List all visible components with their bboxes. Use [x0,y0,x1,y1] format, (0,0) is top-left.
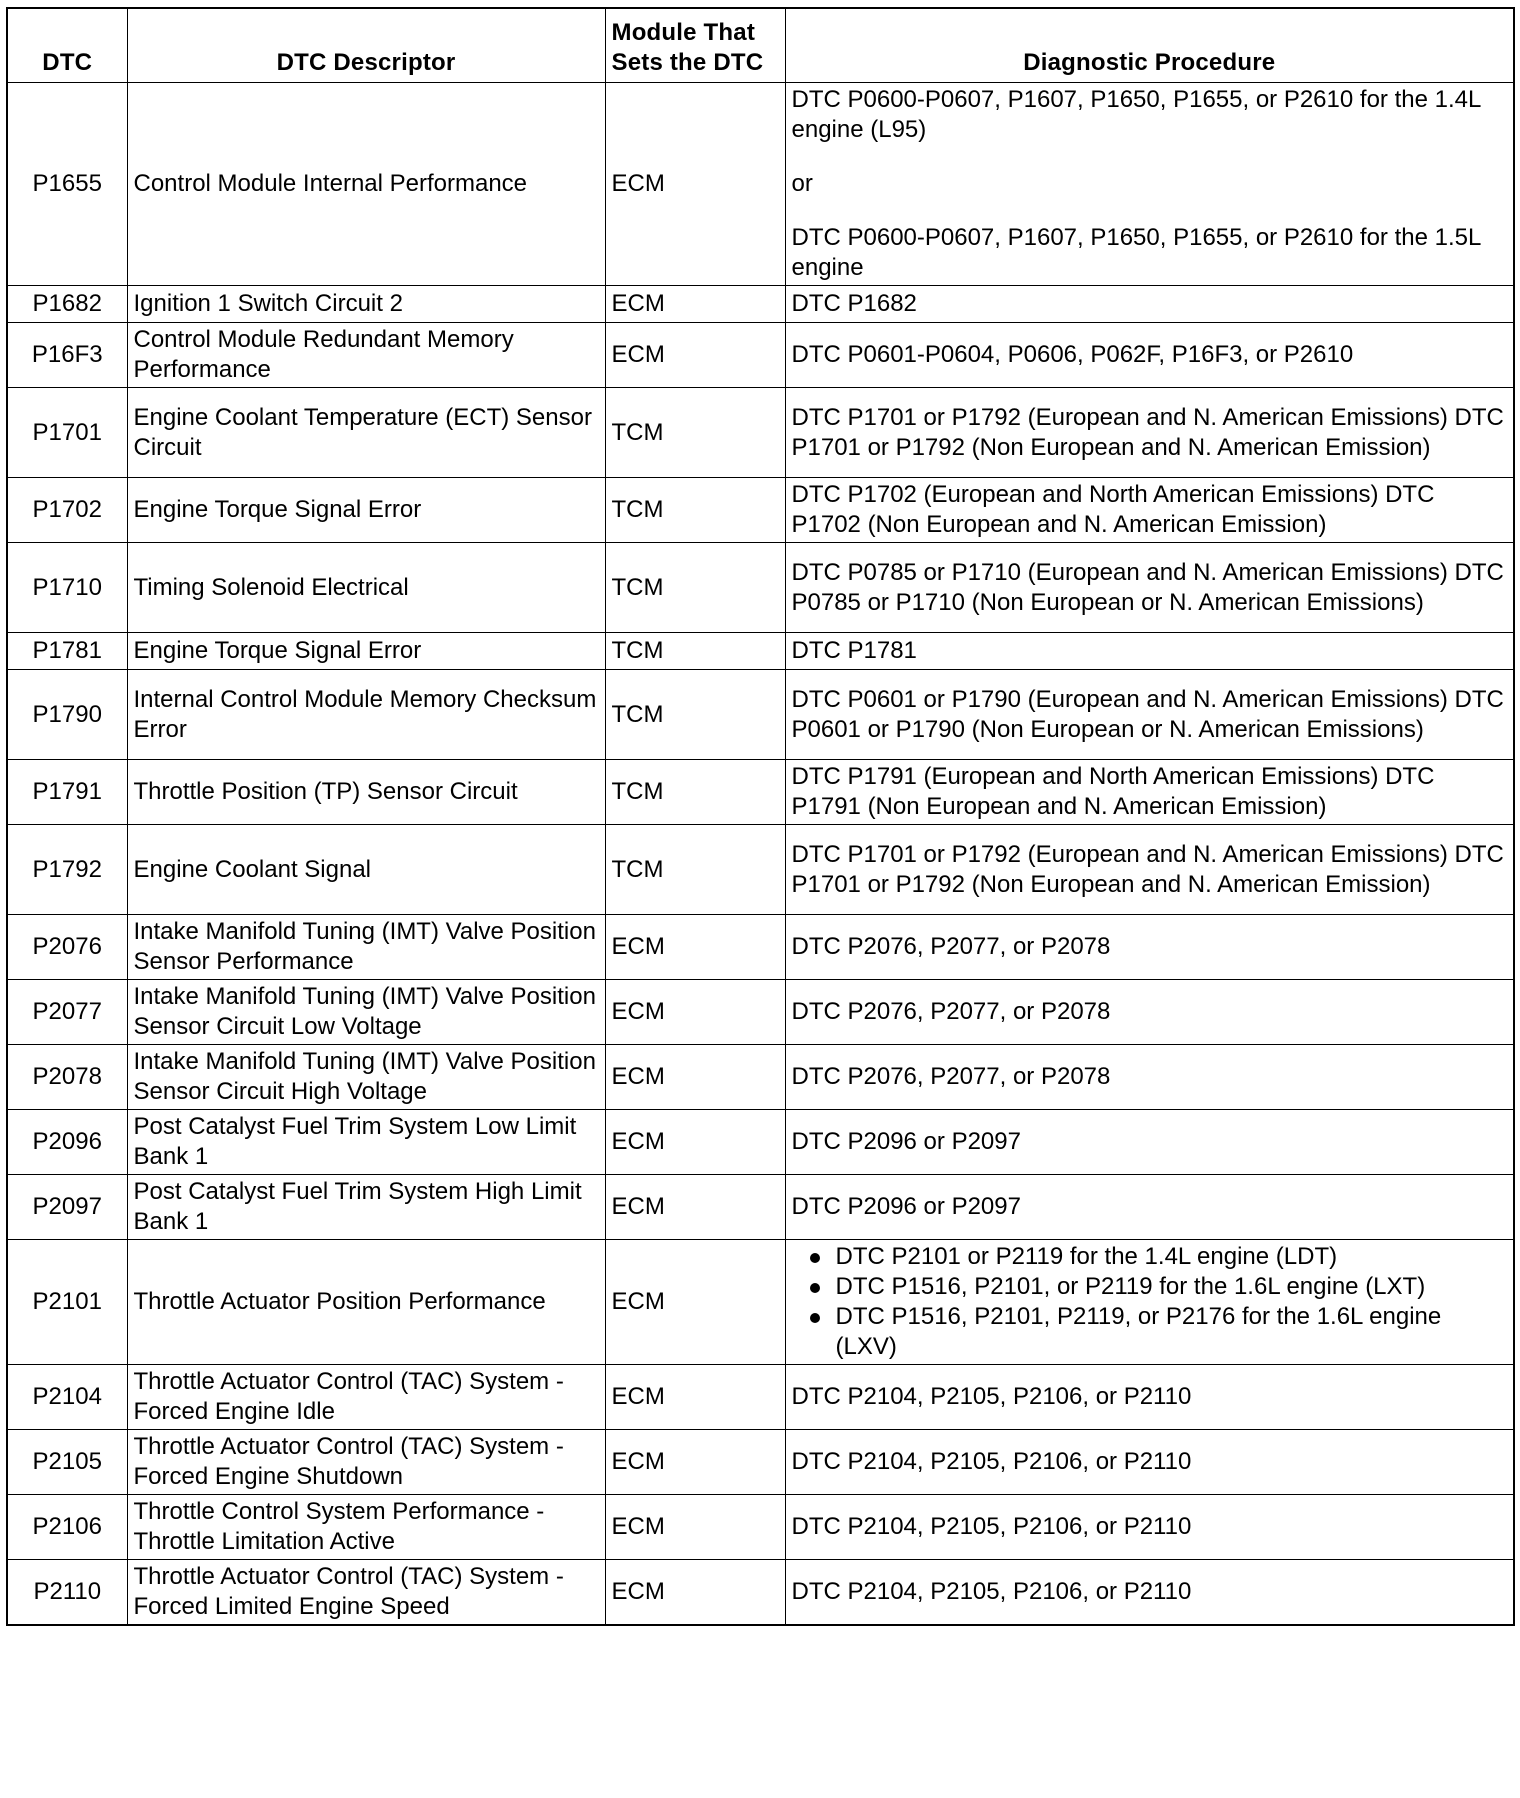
dtc-code-cell: P2097 [7,1175,127,1240]
dtc-code-cell: P16F3 [7,323,127,388]
procedure-line: DTC P0600-P0607, P1607, P1650, P1655, or P2610 for the 1.5L engine [791,224,1481,281]
header-module [605,8,785,83]
header-row [7,8,1514,83]
module-cell: TCM [605,760,785,825]
procedure-cell: DTC P2104, P2105, P2106, or P2110 [785,1430,1514,1495]
table-row [7,286,1514,323]
dtc-descriptor-cell: Intake Manifold Tuning (IMT) Valve Position Sensor Performance [127,915,605,980]
module-cell: TCM [605,478,785,543]
dtc-descriptor-cell: Control Module Internal Performance [127,83,605,286]
bullet-icon [810,1313,820,1323]
dtc-descriptor-cell: Engine Torque Signal Error [127,633,605,670]
procedure-cell: DTC P0601 or P1790 (European and N. American Emissions) DTC P0601 or P1790 (Non European or N. American Emissions) [785,670,1514,760]
dtc-code-cell: P2077 [7,980,127,1045]
dtc-code-cell: P1792 [7,825,127,915]
table-row [7,1045,1514,1110]
dtc-table [6,7,1515,1626]
dtc-code-cell: P2078 [7,1045,127,1110]
dtc-descriptor-cell: Engine Torque Signal Error [127,478,605,543]
procedure-bullet-list [792,1242,1508,1362]
table-row [7,1560,1514,1626]
dtc-code-cell: P2105 [7,1430,127,1495]
table-row [7,670,1514,760]
procedure-cell: DTC P1702 (European and North American Emissions) DTC P1702 (Non European and N. American Emission) [785,478,1514,543]
table-row [7,1495,1514,1560]
module-cell: TCM [605,825,785,915]
dtc-code-cell: P2106 [7,1495,127,1560]
procedure-cell [785,83,1514,286]
procedure-bullet-text: DTC P1516, P2101, P2119, or P2176 for the 1.6L engine (LXV) [835,1303,1442,1360]
dtc-code-cell: P2110 [7,1560,127,1626]
procedure-cell: DTC P2096 or P2097 [785,1110,1514,1175]
document-page [6,7,1515,1626]
module-cell: ECM [605,1560,785,1626]
procedure-cell: DTC P1701 or P1792 (European and N. American Emissions) DTC P1701 or P1792 (Non European and N. American Emission) [785,388,1514,478]
procedure-cell: DTC P2104, P2105, P2106, or P2110 [785,1560,1514,1626]
dtc-descriptor-cell: Throttle Control System Performance - Throttle Limitation Active [127,1495,605,1560]
procedure-cell: DTC P2076, P2077, or P2078 [785,980,1514,1045]
dtc-descriptor-cell: Control Module Redundant Memory Performance [127,323,605,388]
module-cell: ECM [605,83,785,286]
module-cell: TCM [605,388,785,478]
module-cell: ECM [605,1045,785,1110]
table-row [7,980,1514,1045]
dtc-code-cell: P2101 [7,1240,127,1365]
procedure-line: or [791,170,813,197]
procedure-line: DTC P0600-P0607, P1607, P1650, P1655, or P2610 for the 1.4L engine (L95) [791,86,1481,143]
procedure-cell: DTC P1791 (European and North American Emissions) DTC P1791 (Non European and N. American Emission) [785,760,1514,825]
dtc-code-cell: P1781 [7,633,127,670]
module-cell: TCM [605,633,785,670]
table-row [7,760,1514,825]
module-cell: ECM [605,915,785,980]
dtc-code-cell: P1790 [7,670,127,760]
table-row [7,915,1514,980]
table-row [7,1240,1514,1365]
dtc-descriptor-cell: Throttle Actuator Control (TAC) System - Forced Engine Idle [127,1365,605,1430]
table-row [7,83,1514,286]
module-cell: ECM [605,1110,785,1175]
dtc-descriptor-cell: Post Catalyst Fuel Trim System Low Limit Bank 1 [127,1110,605,1175]
header-procedure: Diagnostic Procedure [785,8,1514,83]
table-row [7,543,1514,633]
dtc-descriptor-cell: Throttle Position (TP) Sensor Circuit [127,760,605,825]
dtc-code-cell: P1702 [7,478,127,543]
dtc-code-cell: P1791 [7,760,127,825]
procedure-bullet-text: DTC P1516, P2101, or P2119 for the 1.6L engine (LXT) [835,1273,1426,1300]
module-cell: ECM [605,980,785,1045]
dtc-code-cell: P1655 [7,83,127,286]
module-cell: TCM [605,543,785,633]
dtc-descriptor-cell: Post Catalyst Fuel Trim System High Limit Bank 1 [127,1175,605,1240]
header-descriptor: DTC Descriptor [127,8,605,83]
dtc-code-cell: P1682 [7,286,127,323]
dtc-code-cell: P2076 [7,915,127,980]
procedure-cell: DTC P1682 [785,286,1514,323]
module-cell: ECM [605,1365,785,1430]
procedure-cell: DTC P1781 [785,633,1514,670]
table-row [7,633,1514,670]
dtc-descriptor-cell: Throttle Actuator Position Performance [127,1240,605,1365]
header-module-line2: Sets the DTC [611,49,764,76]
table-row [7,478,1514,543]
procedure-cell: DTC P2096 or P2097 [785,1175,1514,1240]
procedure-cell [785,1240,1514,1365]
procedure-bullet-item [792,1272,1508,1302]
dtc-code-cell: P1701 [7,388,127,478]
table-row [7,1365,1514,1430]
header-module-line1: Module That [611,19,756,46]
dtc-descriptor-cell: Intake Manifold Tuning (IMT) Valve Position Sensor Circuit Low Voltage [127,980,605,1045]
dtc-code-cell: P2104 [7,1365,127,1430]
table-row [7,825,1514,915]
procedure-cell: DTC P2076, P2077, or P2078 [785,1045,1514,1110]
module-cell: ECM [605,323,785,388]
module-cell: ECM [605,1430,785,1495]
dtc-descriptor-cell: Engine Coolant Signal [127,825,605,915]
procedure-bullet-item [792,1302,1508,1362]
procedure-cell: DTC P1701 or P1792 (European and N. American Emissions) DTC P1701 or P1792 (Non European and N. American Emission) [785,825,1514,915]
dtc-descriptor-cell: Timing Solenoid Electrical [127,543,605,633]
procedure-bullet-item [792,1242,1508,1272]
dtc-code-cell: P2096 [7,1110,127,1175]
procedure-cell: DTC P2104, P2105, P2106, or P2110 [785,1365,1514,1430]
table-row [7,1430,1514,1495]
header-dtc: DTC [7,8,127,83]
dtc-descriptor-cell: Intake Manifold Tuning (IMT) Valve Position Sensor Circuit High Voltage [127,1045,605,1110]
bullet-icon [810,1283,820,1293]
module-cell: TCM [605,670,785,760]
module-cell: ECM [605,1240,785,1365]
dtc-descriptor-cell: Ignition 1 Switch Circuit 2 [127,286,605,323]
bullet-icon [810,1253,820,1263]
table-body [7,83,1514,1626]
table-row [7,1110,1514,1175]
procedure-cell: DTC P2104, P2105, P2106, or P2110 [785,1495,1514,1560]
module-cell: ECM [605,1495,785,1560]
procedure-cell: DTC P0601-P0604, P0606, P062F, P16F3, or P2610 [785,323,1514,388]
module-cell: ECM [605,1175,785,1240]
procedure-bullet-text: DTC P2101 or P2119 for the 1.4L engine (LDT) [835,1243,1338,1270]
dtc-code-cell: P1710 [7,543,127,633]
dtc-descriptor-cell: Throttle Actuator Control (TAC) System - Forced Limited Engine Speed [127,1560,605,1626]
dtc-descriptor-cell: Engine Coolant Temperature (ECT) Sensor Circuit [127,388,605,478]
table-row [7,323,1514,388]
table-header [7,8,1514,83]
module-cell: ECM [605,286,785,323]
procedure-cell: DTC P2076, P2077, or P2078 [785,915,1514,980]
table-row [7,1175,1514,1240]
dtc-descriptor-cell: Internal Control Module Memory Checksum Error [127,670,605,760]
dtc-descriptor-cell: Throttle Actuator Control (TAC) System - Forced Engine Shutdown [127,1430,605,1495]
table-row [7,388,1514,478]
procedure-cell: DTC P0785 or P1710 (European and N. American Emissions) DTC P0785 or P1710 (Non European or N. American Emissions) [785,543,1514,633]
